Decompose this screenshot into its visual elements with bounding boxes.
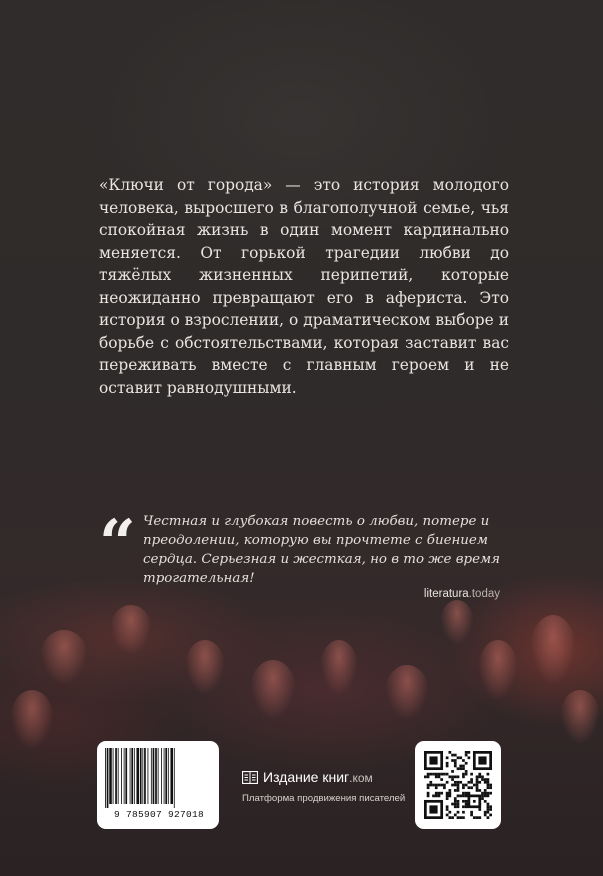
qr-label: [415, 741, 501, 829]
qr-code-icon: [424, 751, 492, 819]
book-description: «Ключи от города» — это история молодого человека, выросшего в благополучной семье, чья спокойная жизнь в один момент кардинально меняется. От горькой трагедии любви до тяжёлых жизненных перипетий, которые неожиданно превращают его в афериста. Это история о взрослении, о драматическом выборе и борьбе с обстоятельствами, которая заставит вас переживать вместе с главным героем и не оставит равнодушными.: [99, 176, 509, 397]
quote-mark-icon: “: [99, 506, 136, 581]
review-source-suffix: .today: [468, 588, 500, 600]
barcode-label: [97, 741, 219, 829]
publisher-tagline: Платформа продвижения писателей: [242, 793, 406, 804]
publisher-name: [242, 769, 417, 786]
publisher-block: [242, 769, 417, 804]
review-quote: Честная и глубокая повесть о любви, потере и преодолении, которую вы прочтете с биением сердца. Серьезная и жесткая, но в то же время трогательная!: [143, 514, 500, 586]
isbn-number: 9 785907 927018: [113, 809, 204, 820]
barcode-icon: [103, 748, 213, 808]
book-icon: [242, 771, 258, 784]
publisher-name-suffix: .ком: [349, 771, 373, 785]
publisher-name-main: Издание книг: [263, 769, 350, 785]
review-source-main: literatura: [423, 588, 469, 600]
review-source: [300, 588, 500, 600]
